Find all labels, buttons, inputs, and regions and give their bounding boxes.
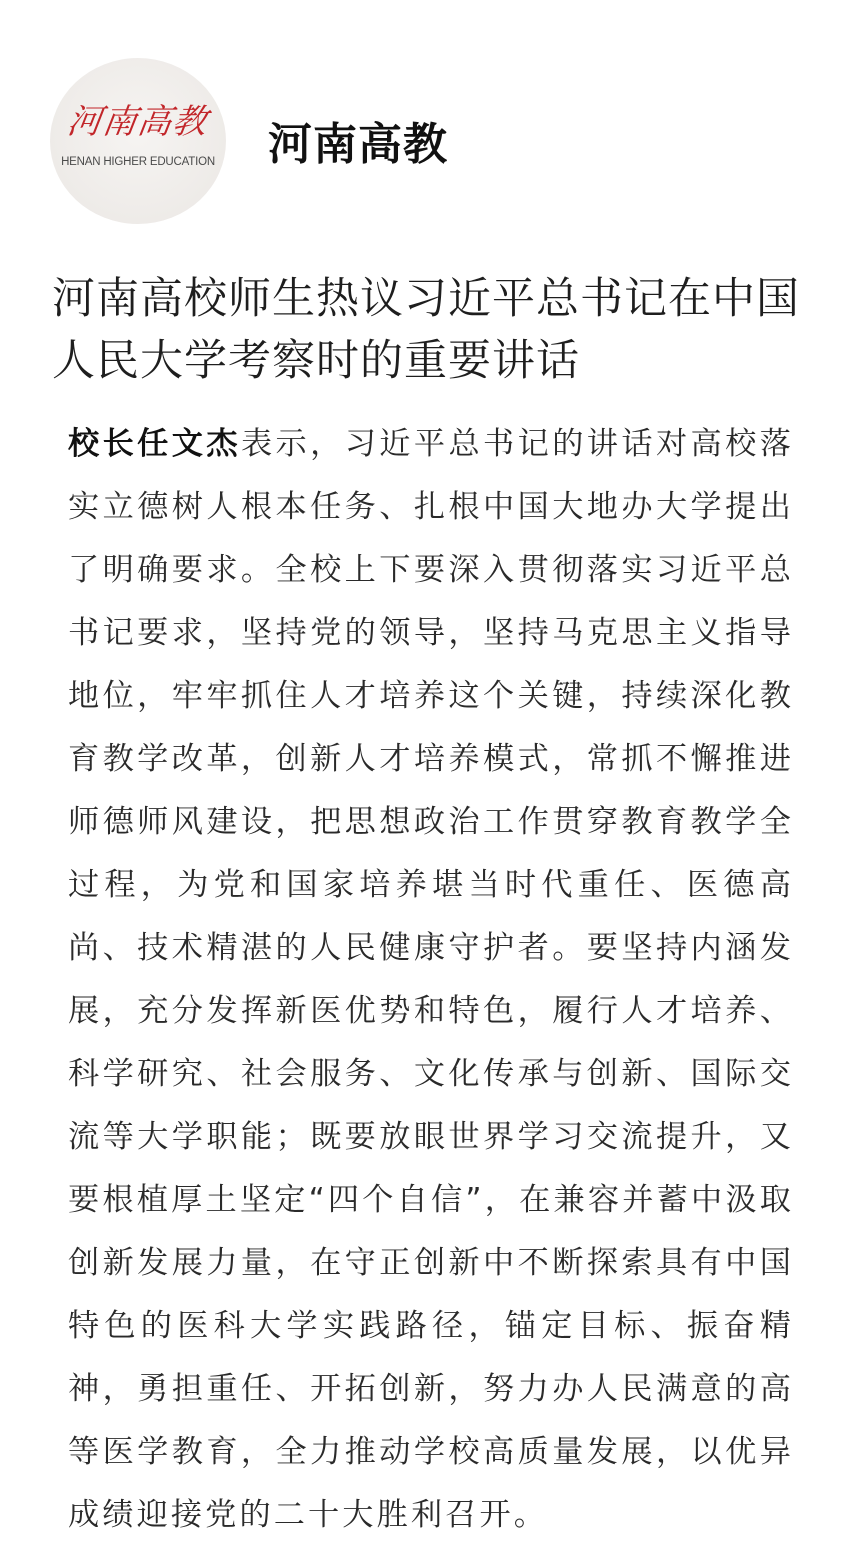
account-avatar[interactable] [50, 58, 226, 224]
article-body-text: 表示，习近平总书记的讲话对高校落实立德树人根本任务、扎根中国大地办大学提出了明确要求。全校上下要深入贯彻落实习近平总书记要求，坚持党的领导，坚持马克思主义指导地位，牢牢抓住人才培养这个关键，持续深化教育教学改革，创新人才培养模式，常抓不懈推进师德师风建设，把思想政治工作贯穿教育教学全过程，为党和国家培养堪当时代重任、医德高尚、技术精湛的人民健康守护者。要坚持内涵发展，充分发挥新医优势和特色，履行人才培养、科学研究、社会服务、文化传承与创新、国际交流等大学职能；既要放眼世界学习交流提升，又要根植厚土坚定“四个自信”，在兼容并蓄中汲取创新发展力量，在守正创新中不断探索具有中国特色的医科大学实践路径，锚定目标、振奋精神，勇担重任、开拓创新，努力办人民满意的高等医学教育，全力推动学校高质量发展，以优异成绩迎接党的二十大胜利召开。 [68, 426, 794, 1533]
account-name[interactable]: 河南高教 [268, 119, 448, 170]
speaker-name: 校长任文杰 [68, 426, 241, 462]
article-body [68, 413, 794, 1547]
article-title: 河南高校师生热议习近平总书记在中国人民大学考察时的重要讲话 [52, 274, 800, 386]
account-header [0, 0, 859, 250]
logo-english-text: HENAN HIGHER EDUCATION [61, 156, 215, 168]
logo-calligraphy-text: 河南高教 [64, 102, 211, 142]
